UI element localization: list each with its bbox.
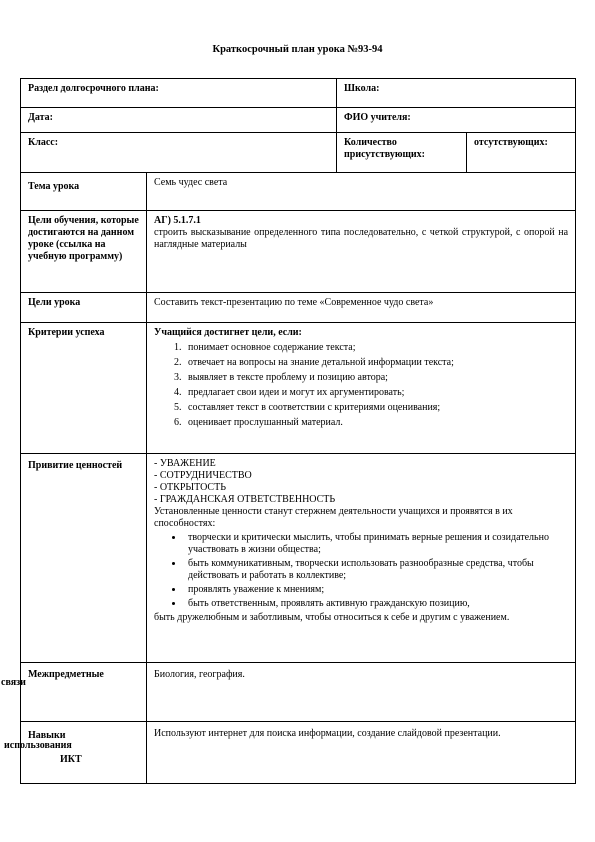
page-title: Краткосрочный план урока №93-94 — [212, 44, 383, 55]
value-item: - ОТКРЫТОСТЬ — [154, 482, 226, 493]
list-item: 6. оценивает прослушанный материал. — [184, 417, 568, 429]
success-criteria-list — [154, 342, 568, 429]
value-item: - УВАЖЕНИЕ — [154, 458, 216, 469]
interdisciplinary-label: Межпредметные — [21, 663, 147, 722]
ict-label-line1: Навыки — [28, 730, 66, 741]
lesson-plan-table — [20, 78, 576, 784]
ict-label-line2: использования — [4, 740, 72, 751]
success-criteria-cell — [147, 323, 576, 454]
section-label: Раздел долгосрочного плана: — [21, 79, 337, 108]
values-outro: быть дружелюбным и заботливым, чтобы относиться к себе и другим с уважением. — [154, 612, 510, 623]
list-item: 5. составляет текст в соответствии с критериями оценивания; — [184, 402, 568, 414]
list-item: • проявлять уважение к мнениям; — [184, 584, 568, 596]
list-item: • быть коммуникативным, творчески использовать разнообразные средства, чтобы действовать и работать в коллективе; — [184, 558, 568, 582]
list-item: 3. выявляет в тексте проблему и позицию автора; — [184, 372, 568, 384]
teacher-label: ФИО учителя: — [337, 108, 576, 133]
success-criteria-label: Критерии успеха — [21, 323, 147, 454]
values-intro: Установленные ценности станут стержнем деятельности учащихся и проявятся в их способностях: — [154, 506, 513, 529]
interdisciplinary-label-tail: связи — [1, 677, 26, 688]
list-item: 1. понимает основное содержание текста; — [184, 342, 568, 354]
school-label: Школа: — [337, 79, 576, 108]
list-item: • творчески и критически мыслить, чтобы принимать верные решения и созидательно участвовать в жизни общества; — [184, 532, 568, 556]
interdisciplinary-value: Биология, география. — [147, 663, 576, 722]
values-label: Привитие ценностей — [21, 454, 147, 663]
class-label: Класс: — [21, 133, 337, 173]
topic-value: Семь чудес света — [147, 173, 576, 211]
values-bullets — [154, 532, 568, 610]
value-item: - ГРАЖДАНСКАЯ ОТВЕТСТВЕННОСТЬ — [154, 494, 336, 505]
ict-label-line3: ИКТ — [60, 754, 82, 765]
absent-label: отсутствующих: — [467, 133, 576, 173]
success-criteria-heading: Учащийся достигнет цели, если: — [154, 327, 302, 338]
list-item: • быть ответственным, проявлять активную гражданскую позицию, — [184, 598, 568, 610]
list-item: 4. предлагает свои идеи и могут их аргументировать; — [184, 387, 568, 399]
learning-goals-text: строить высказывание определенного типа последовательно, с четкой структурой, с опорой на наглядные материалы — [154, 227, 569, 250]
learning-goals-label: Цели обучения, которые достигаются на данном уроке (ссылка на учебную программу) — [21, 211, 147, 293]
ict-label — [21, 722, 147, 784]
value-item: - СОТРУДНИЧЕСТВО — [154, 470, 252, 481]
present-label: Количество присутствующих: — [337, 133, 467, 173]
list-item: 2. отвечает на вопросы на знание детальной информации текста; — [184, 357, 568, 369]
lesson-goals-value: Составить текст-презентацию по теме «Современное чудо света» — [147, 293, 576, 323]
ict-value: Используют интернет для поиска информации, создание слайдовой презентации. — [147, 722, 576, 784]
learning-goals-code: АГ) 5.1.7.1 — [154, 215, 201, 226]
date-label: Дата: — [21, 108, 337, 133]
learning-goals-cell — [147, 211, 576, 293]
values-cell — [147, 454, 576, 663]
topic-label: Тема урока — [21, 173, 147, 211]
lesson-goals-label: Цели урока — [21, 293, 147, 323]
